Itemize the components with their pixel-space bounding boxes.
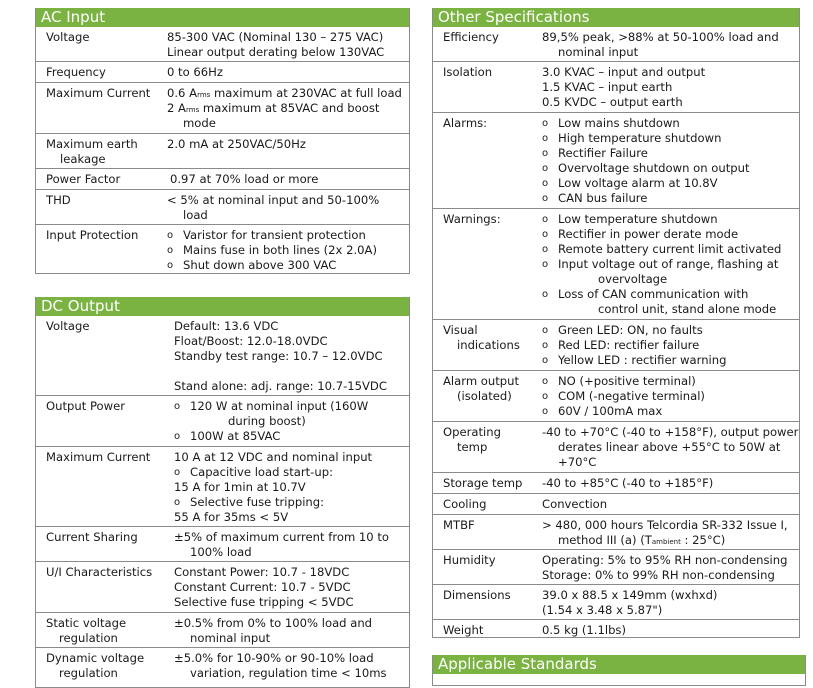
list-item: o Shut down above 300 VAC: [167, 258, 377, 273]
dc-output-header: DC Output: [36, 297, 409, 316]
operating-temp-label: Operating temp: [443, 425, 501, 454]
dc-dynamic-value: ±5.0% for 10-90% or 90-10% load variation, regulation time < 10ms: [174, 651, 387, 680]
list-item: o Rectifier Failure: [542, 146, 750, 161]
ac-protection-row: [36, 225, 409, 275]
dc-ui-label: U/I Characteristics: [46, 565, 153, 579]
alarm-output-row: [433, 371, 799, 422]
efficiency-value: 89,5% peak, >88% at 50-100% load and nominal input: [542, 30, 779, 59]
storage-temp-label: Storage temp: [443, 476, 523, 490]
ac-max-current-row: [36, 83, 409, 134]
ac-max-current-label: Maximum Current: [46, 86, 151, 100]
cooling-value: Convection: [542, 497, 608, 511]
dc-static-row: [36, 613, 409, 648]
dc-static-label: Static voltage regulation: [46, 616, 127, 645]
ac-power-factor-label: Power Factor: [46, 172, 121, 186]
efficiency-label: Efficiency: [443, 30, 499, 44]
dimensions-label: Dimensions: [443, 588, 511, 602]
alarms-row: [433, 113, 799, 209]
isolation-row: [433, 62, 799, 113]
standards-table: [432, 655, 806, 686]
dc-output-power-label: Output Power: [46, 399, 126, 413]
ac-voltage-line: Linear output derating below 130VAC: [167, 45, 385, 59]
list-item: o Overvoltage shutdown on output: [542, 161, 750, 176]
ac-earth-leakage-label: Maximum earth leakage: [46, 137, 138, 166]
weight-value: 0.5 kg (1.1lbs): [542, 623, 626, 637]
ac-protection-label: Input Protection: [46, 228, 139, 242]
dc-sharing-value: ±5% of maximum current from 10 to 100% load: [174, 530, 390, 559]
list-item: o 100W at 85VAC: [174, 429, 368, 444]
list-item: o Red LED: rectifier failure: [542, 338, 726, 353]
list-item: o Selective fuse tripping:: [174, 495, 372, 510]
ac-voltage-label: Voltage: [46, 30, 90, 44]
ac-max-current-value: 0.6 Arms maximum at 230VAC at full load 2 Arms maximum at 85VAC and boost mode: [167, 86, 402, 130]
cooling-row: [433, 494, 799, 515]
ac-power-factor-row: [36, 169, 409, 190]
ac-protection-list: [167, 228, 377, 273]
list-item: o COM (-negative terminal): [542, 389, 705, 404]
ac-frequency-row: [36, 62, 409, 83]
operating-temp-row: [433, 422, 799, 473]
mtbf-label: MTBF: [443, 518, 475, 532]
list-item: o Capacitive load start-up:: [174, 465, 372, 480]
ac-input-header: AC Input: [36, 8, 409, 27]
list-item: o NO (+positive terminal): [542, 374, 705, 389]
humidity-label: Humidity: [443, 553, 496, 567]
other-specs-header: Other Specifications: [433, 8, 799, 27]
dc-max-current-row: [36, 447, 409, 527]
dc-voltage-value: Default: 13.6 VDC Float/Boost: 12.0-18.0VDC Standby test range: 10.7 – 12.0VDC Stand alone: adj. range: 10.7-15VDC: [174, 319, 387, 393]
ac-earth-leakage-row: [36, 134, 409, 169]
ac-voltage-value: [167, 30, 384, 60]
dc-voltage-row: [36, 316, 409, 396]
dc-output-table: [35, 297, 410, 688]
humidity-row: [433, 550, 799, 585]
dc-static-value: ±0.5% from 0% to 100% load and nominal input: [174, 616, 373, 645]
list-item: o Yellow LED : rectifier warning: [542, 353, 726, 368]
list-item: o 60V / 100mA max: [542, 404, 705, 419]
ac-thd-label: THD: [46, 193, 71, 207]
standards-header: Applicable Standards: [433, 655, 805, 674]
alarm-output-label: Alarm output (isolated): [443, 374, 520, 403]
dc-voltage-label: Voltage: [46, 319, 90, 333]
dc-max-current-label: Maximum Current: [46, 450, 151, 464]
list-item: o Remote battery current limit activated: [542, 242, 781, 257]
list-item: o Rectifier in power derate mode: [542, 227, 781, 242]
visual-indications-label: Visual indications: [443, 323, 520, 352]
storage-temp-row: [433, 473, 799, 494]
humidity-value: Operating: 5% to 95% RH non-condensing Storage: 0% to 99% RH non-condensing: [542, 553, 788, 582]
ac-power-factor-value: 0.97 at 70% load or more: [170, 172, 319, 186]
dc-sharing-row: [36, 527, 409, 562]
dc-ui-row: [36, 562, 409, 613]
ac-thd-row: [36, 190, 409, 225]
list-item: o Green LED: ON, no faults: [542, 323, 726, 338]
ac-earth-leakage-value: 2.0 mA at 250VAC/50Hz: [167, 137, 306, 151]
dimensions-value: 39.0 x 88.5 x 149mm (wxhxd) (1.54 x 3.48 x 5.87"): [542, 588, 718, 617]
list-item: o Input voltage out of range, flashing at: [542, 257, 781, 272]
ac-input-table: [35, 8, 410, 274]
visual-indications-list: [542, 323, 726, 368]
ac-thd-value: < 5% at nominal input and 50-100% load: [167, 193, 380, 222]
weight-row: [433, 620, 799, 640]
storage-temp-value: -40 to +85°C (-40 to +185°F): [542, 476, 714, 490]
dc-sharing-label: Current Sharing: [46, 530, 138, 544]
dc-ui-value: Constant Power: 10.7 - 18VDC Constant Current: 10.7 - 5VDC Selective fuse tripping < 5VDC: [174, 565, 354, 609]
warnings-list: o Low temperature shutdown o Rectifier in power derate mode o Remote battery current limit activated o Input voltage out of range, flashing at overvoltage o Loss of CAN communication with control unit, stand alone mode: [542, 212, 781, 317]
warnings-label: Warnings:: [443, 212, 501, 226]
alarms-label: Alarms:: [443, 116, 488, 130]
warnings-row: [433, 209, 799, 320]
other-specs-table: [432, 8, 800, 638]
ac-frequency-label: Frequency: [46, 65, 106, 79]
isolation-label: Isolation: [443, 65, 493, 79]
efficiency-row: [433, 27, 799, 62]
ac-voltage-line: 85-300 VAC (Nominal 130 – 275 VAC): [167, 30, 384, 44]
ac-frequency-value: 0 to 66Hz: [167, 65, 223, 79]
list-item: o Low voltage alarm at 10.8V: [542, 176, 750, 191]
list-item: o Mains fuse in both lines (2x 2.0A): [167, 243, 377, 258]
visual-indications-row: [433, 320, 799, 371]
list-item: o Loss of CAN communication with: [542, 287, 781, 302]
dc-output-power-row: [36, 396, 409, 447]
alarms-list: [542, 116, 750, 206]
list-item: o Low temperature shutdown: [542, 212, 781, 227]
dc-max-current-value: 10 A at 12 VDC and nominal input o Capacitive load start-up: 15 A for 1min at 10.7V o Selective fuse tripping: 55 A for 35ms < 5V: [174, 450, 372, 525]
cooling-label: Cooling: [443, 497, 487, 511]
ac-max-current-line: mode: [183, 116, 216, 130]
ac-voltage-row: [36, 27, 409, 62]
list-item: o Varistor for transient protection: [167, 228, 377, 243]
mtbf-row: [433, 515, 799, 550]
dimensions-row: [433, 585, 799, 620]
operating-temp-value: -40 to +70°C (-40 to +158°F), output power derates linear above +55°C to 50W at +70°C: [542, 425, 799, 469]
isolation-value: 3.0 KVAC – input and output 1.5 KVAC – input earth 0.5 KVDC – output earth: [542, 65, 706, 109]
list-item: o 120 W at nominal input (160W: [174, 399, 368, 414]
dc-dynamic-row: [36, 648, 409, 688]
dc-dynamic-label: Dynamic voltage regulation: [46, 651, 145, 680]
mtbf-value: > 480, 000 hours Telcordia SR-332 Issue I, method III (a) (Tambient : 25°C): [542, 518, 788, 547]
weight-label: Weight: [443, 623, 484, 637]
dc-output-power-value: o 120 W at nominal input (160W during boost) o 100W at 85VAC: [174, 399, 368, 444]
list-item: o CAN bus failure: [542, 191, 750, 206]
alarm-output-list: [542, 374, 705, 419]
list-item: o Low mains shutdown: [542, 116, 750, 131]
list-item: o High temperature shutdown: [542, 131, 750, 146]
